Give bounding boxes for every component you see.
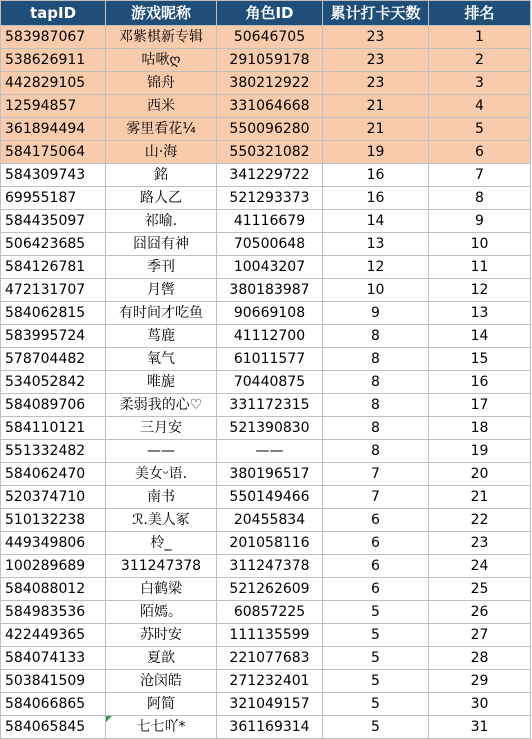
table-row xyxy=(1,693,531,716)
cell-nickname[interactable]: 月辔 xyxy=(106,279,217,302)
cell-rank[interactable]: 18 xyxy=(429,417,531,440)
cell-rank[interactable]: 15 xyxy=(429,348,531,371)
table-row xyxy=(1,325,531,348)
cell-rank[interactable]: 3 xyxy=(429,72,531,95)
cell-nickname[interactable]: 氧气 xyxy=(106,348,217,371)
cell-role-id[interactable]: —— xyxy=(217,440,323,463)
cell-checkin-days[interactable]: 14 xyxy=(323,210,429,233)
cell-nickname[interactable]: 雾里看花¼ xyxy=(106,118,217,141)
header-tapid[interactable]: tapID xyxy=(1,1,106,26)
table-row xyxy=(1,141,531,164)
cell-checkin-days[interactable]: 6 xyxy=(323,532,429,555)
table-row xyxy=(1,187,531,210)
cell-nickname[interactable]: 陌嫣。 xyxy=(106,601,217,624)
table-row xyxy=(1,417,531,440)
cell-tapid[interactable]: 584074133 xyxy=(1,647,106,670)
table-row xyxy=(1,624,531,647)
cell-rank[interactable]: 16 xyxy=(429,371,531,394)
cell-checkin-days[interactable]: 16 xyxy=(323,187,429,210)
cell-checkin-days[interactable]: 5 xyxy=(323,624,429,647)
cell-checkin-days[interactable]: 5 xyxy=(323,670,429,693)
table-row xyxy=(1,49,531,72)
cell-tapid[interactable]: 584062815 xyxy=(1,302,106,325)
table-row xyxy=(1,440,531,463)
table-row xyxy=(1,532,531,555)
cell-tapid[interactable]: 584089706 xyxy=(1,394,106,417)
cell-nickname[interactable]: 有时间才吃鱼 xyxy=(106,302,217,325)
table-row xyxy=(1,555,531,578)
cell-nickname[interactable]: 茑鹿 xyxy=(106,325,217,348)
cell-role-id[interactable]: 521390830 xyxy=(217,417,323,440)
cell-nickname[interactable]: ℛ.美人冢 xyxy=(106,509,217,532)
cell-role-id[interactable]: 341229722 xyxy=(217,164,323,187)
cell-tapid[interactable]: 422449365 xyxy=(1,624,106,647)
cell-role-id[interactable]: 41112700 xyxy=(217,325,323,348)
cell-role-id[interactable]: 550096280 xyxy=(217,118,323,141)
table-row xyxy=(1,26,531,49)
cell-role-id[interactable]: 550321082 xyxy=(217,141,323,164)
cell-checkin-days[interactable]: 19 xyxy=(323,141,429,164)
cell-tapid[interactable]: 534052842 xyxy=(1,371,106,394)
cell-tapid[interactable]: 69955187 xyxy=(1,187,106,210)
cell-tapid[interactable]: 584309743 xyxy=(1,164,106,187)
table-row xyxy=(1,348,531,371)
cell-tapid[interactable]: 510132238 xyxy=(1,509,106,532)
cell-nickname[interactable]: 邓紫棋新专辑 xyxy=(106,26,217,49)
cell-checkin-days[interactable]: 10 xyxy=(323,279,429,302)
cell-checkin-days[interactable]: 8 xyxy=(323,394,429,417)
table-row xyxy=(1,72,531,95)
cell-role-id[interactable]: 60857225 xyxy=(217,601,323,624)
cell-role-id[interactable]: 70440875 xyxy=(217,371,323,394)
cell-tapid[interactable]: 584983536 xyxy=(1,601,106,624)
cell-tapid[interactable]: 584062470 xyxy=(1,463,106,486)
cell-tapid[interactable]: 442829105 xyxy=(1,72,106,95)
cell-nickname[interactable]: 三月安 xyxy=(106,417,217,440)
cell-rank[interactable]: 23 xyxy=(429,532,531,555)
cell-tapid[interactable]: 520374710 xyxy=(1,486,106,509)
cell-nickname[interactable]: 西米 xyxy=(106,95,217,118)
cell-tapid[interactable]: 578704482 xyxy=(1,348,106,371)
cell-checkin-days[interactable]: 5 xyxy=(323,716,429,739)
cell-checkin-days[interactable]: 5 xyxy=(323,693,429,716)
header-role-id[interactable]: 角色ID xyxy=(217,1,323,26)
cell-nickname[interactable]: 唯旎 xyxy=(106,371,217,394)
cell-nickname[interactable]: 白鹤梁 xyxy=(106,578,217,601)
table-row xyxy=(1,95,531,118)
cell-rank[interactable]: 20 xyxy=(429,463,531,486)
cell-nickname[interactable]: 咕啾ღ xyxy=(106,49,217,72)
cell-tapid[interactable]: 584110121 xyxy=(1,417,106,440)
cell-rank[interactable]: 13 xyxy=(429,302,531,325)
cell-tapid[interactable]: 583995724 xyxy=(1,325,106,348)
cell-role-id[interactable]: 331064668 xyxy=(217,95,323,118)
cell-checkin-days[interactable]: 8 xyxy=(323,325,429,348)
cell-role-id[interactable]: 521262609 xyxy=(217,578,323,601)
cell-role-id[interactable]: 331172315 xyxy=(217,394,323,417)
table-row xyxy=(1,716,531,739)
cell-role-id[interactable]: 41116679 xyxy=(217,210,323,233)
cell-nickname[interactable]: 囧囧有神 xyxy=(106,233,217,256)
cell-tapid[interactable]: 584126781 xyxy=(1,256,106,279)
cell-rank[interactable]: 19 xyxy=(429,440,531,463)
cell-nickname[interactable]: 七七吖* xyxy=(106,716,217,739)
cell-rank[interactable]: 31 xyxy=(429,716,531,739)
cell-nickname[interactable]: 南书 xyxy=(106,486,217,509)
cell-rank[interactable]: 2 xyxy=(429,49,531,72)
cell-tapid[interactable]: 449349806 xyxy=(1,532,106,555)
cell-checkin-days[interactable]: 6 xyxy=(323,555,429,578)
cell-rank[interactable]: 14 xyxy=(429,325,531,348)
cell-rank[interactable]: 22 xyxy=(429,509,531,532)
cell-rank[interactable]: 26 xyxy=(429,601,531,624)
cell-tapid[interactable]: 583987067 xyxy=(1,26,106,49)
cell-rank[interactable]: 25 xyxy=(429,578,531,601)
cell-rank[interactable]: 11 xyxy=(429,256,531,279)
cell-role-id[interactable]: 550149466 xyxy=(217,486,323,509)
cell-role-id[interactable]: 361169314 xyxy=(217,716,323,739)
cell-rank[interactable]: 17 xyxy=(429,394,531,417)
cell-checkin-days[interactable]: 8 xyxy=(323,440,429,463)
cell-role-id[interactable]: 271232401 xyxy=(217,670,323,693)
cell-role-id[interactable]: 20455834 xyxy=(217,509,323,532)
cell-checkin-days[interactable]: 6 xyxy=(323,578,429,601)
cell-rank[interactable]: 12 xyxy=(429,279,531,302)
cell-nickname[interactable]: 季刊 xyxy=(106,256,217,279)
cell-tapid[interactable]: 503841509 xyxy=(1,670,106,693)
cell-role-id[interactable]: 321049157 xyxy=(217,693,323,716)
cell-role-id[interactable]: 221077683 xyxy=(217,647,323,670)
cell-tapid[interactable]: 584066865 xyxy=(1,693,106,716)
cell-checkin-days[interactable]: 21 xyxy=(323,118,429,141)
header-row xyxy=(1,1,531,26)
cell-nickname[interactable]: 柔弱我的心♡ xyxy=(106,394,217,417)
table-row xyxy=(1,601,531,624)
header-checkin-days[interactable]: 累计打卡天数 xyxy=(323,1,429,26)
header-nickname[interactable]: 游戏昵称 xyxy=(106,1,217,26)
cell-nickname[interactable]: 銘 xyxy=(106,164,217,187)
cell-nickname[interactable]: 311247378 xyxy=(106,555,217,578)
cell-role-id[interactable]: 291059178 xyxy=(217,49,323,72)
table-row xyxy=(1,164,531,187)
cell-rank[interactable]: 27 xyxy=(429,624,531,647)
cell-nickname[interactable]: 阿简 xyxy=(106,693,217,716)
table-row xyxy=(1,463,531,486)
cell-rank[interactable]: 29 xyxy=(429,670,531,693)
table-row xyxy=(1,302,531,325)
cell-rank[interactable]: 9 xyxy=(429,210,531,233)
cell-rank[interactable]: 4 xyxy=(429,95,531,118)
cell-nickname[interactable]: 祁喻. xyxy=(106,210,217,233)
cell-nickname[interactable]: 柃_ xyxy=(106,532,217,555)
cell-tapid[interactable]: 506423685 xyxy=(1,233,106,256)
cell-rank[interactable]: 28 xyxy=(429,647,531,670)
cell-checkin-days[interactable]: 8 xyxy=(323,371,429,394)
cell-checkin-days[interactable]: 23 xyxy=(323,49,429,72)
cell-tapid[interactable]: 551332482 xyxy=(1,440,106,463)
cell-role-id[interactable]: 521293373 xyxy=(217,187,323,210)
cell-role-id[interactable]: 90669108 xyxy=(217,302,323,325)
table-row xyxy=(1,233,531,256)
cell-checkin-days[interactable]: 21 xyxy=(323,95,429,118)
cell-tapid[interactable]: 361894494 xyxy=(1,118,106,141)
cell-checkin-days[interactable]: 7 xyxy=(323,463,429,486)
cell-tapid[interactable]: 584435097 xyxy=(1,210,106,233)
cell-tapid[interactable]: 100289689 xyxy=(1,555,106,578)
cell-nickname[interactable]: 山·海 xyxy=(106,141,217,164)
cell-role-id[interactable]: 61011577 xyxy=(217,348,323,371)
cell-checkin-days[interactable]: 13 xyxy=(323,233,429,256)
cell-role-id[interactable]: 50646705 xyxy=(217,26,323,49)
cell-rank[interactable]: 5 xyxy=(429,118,531,141)
cell-rank[interactable]: 1 xyxy=(429,26,531,49)
cell-checkin-days[interactable]: 6 xyxy=(323,509,429,532)
cell-checkin-days[interactable]: 5 xyxy=(323,647,429,670)
cell-rank[interactable]: 10 xyxy=(429,233,531,256)
cell-checkin-days[interactable]: 9 xyxy=(323,302,429,325)
cell-tapid[interactable]: 584088012 xyxy=(1,578,106,601)
cell-role-id[interactable]: 380212922 xyxy=(217,72,323,95)
cell-checkin-days[interactable]: 5 xyxy=(323,601,429,624)
table-row xyxy=(1,279,531,302)
cell-rank[interactable]: 30 xyxy=(429,693,531,716)
cell-tapid[interactable]: 538626911 xyxy=(1,49,106,72)
cell-checkin-days[interactable]: 23 xyxy=(323,72,429,95)
cell-role-id[interactable]: 201058116 xyxy=(217,532,323,555)
header-rank[interactable]: 排名 xyxy=(429,1,531,26)
table-row xyxy=(1,670,531,693)
cell-tapid[interactable]: 584175064 xyxy=(1,141,106,164)
cell-nickname[interactable]: 路人乙 xyxy=(106,187,217,210)
cell-rank[interactable]: 24 xyxy=(429,555,531,578)
table-row xyxy=(1,118,531,141)
cell-role-id[interactable]: 111135599 xyxy=(217,624,323,647)
table-row xyxy=(1,509,531,532)
cell-rank[interactable]: 8 xyxy=(429,187,531,210)
table-row xyxy=(1,647,531,670)
cell-rank[interactable]: 7 xyxy=(429,164,531,187)
table-row xyxy=(1,486,531,509)
cell-checkin-days[interactable]: 7 xyxy=(323,486,429,509)
cell-nickname[interactable]: 夏歆 xyxy=(106,647,217,670)
cell-rank[interactable]: 6 xyxy=(429,141,531,164)
cell-checkin-days[interactable]: 23 xyxy=(323,26,429,49)
cell-tapid[interactable]: 472131707 xyxy=(1,279,106,302)
cell-checkin-days[interactable]: 8 xyxy=(323,348,429,371)
cell-nickname[interactable]: 沧闵皓 xyxy=(106,670,217,693)
cell-tapid[interactable]: 584065845 xyxy=(1,716,106,739)
table-row xyxy=(1,394,531,417)
cell-role-id[interactable]: 10043207 xyxy=(217,256,323,279)
cell-role-id[interactable]: 311247378 xyxy=(217,555,323,578)
cell-checkin-days[interactable]: 16 xyxy=(323,164,429,187)
table-row xyxy=(1,256,531,279)
cell-nickname[interactable]: 美女ᵕ语. xyxy=(106,463,217,486)
table-row xyxy=(1,371,531,394)
cell-checkin-days[interactable]: 8 xyxy=(323,417,429,440)
cell-nickname[interactable]: 锦舟 xyxy=(106,72,217,95)
cell-role-id[interactable]: 70500648 xyxy=(217,233,323,256)
cell-role-id[interactable]: 380196517 xyxy=(217,463,323,486)
cell-nickname[interactable]: —— xyxy=(106,440,217,463)
table-row xyxy=(1,210,531,233)
cell-nickname[interactable]: 苏时安 xyxy=(106,624,217,647)
cell-role-id[interactable]: 380183987 xyxy=(217,279,323,302)
table-row xyxy=(1,578,531,601)
cell-rank[interactable]: 21 xyxy=(429,486,531,509)
cell-tapid[interactable]: 12594857 xyxy=(1,95,106,118)
cell-checkin-days[interactable]: 12 xyxy=(323,256,429,279)
